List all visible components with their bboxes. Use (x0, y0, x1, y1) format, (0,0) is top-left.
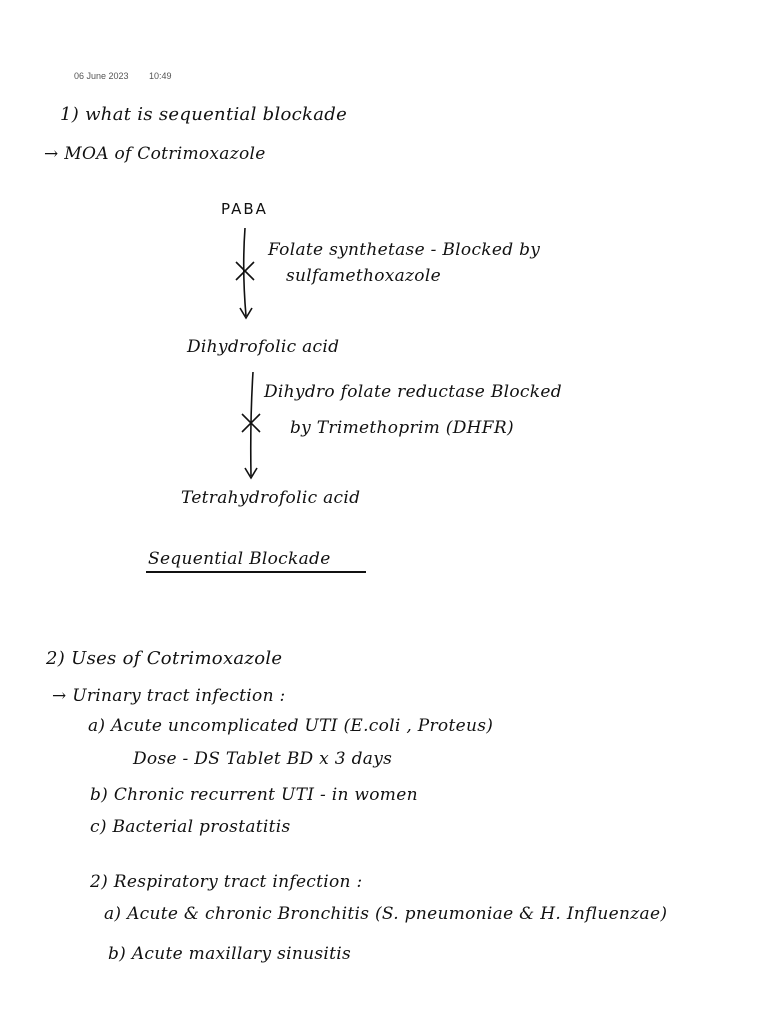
uti-dose: Dose - DS Tablet BD x 3 days (133, 749, 393, 769)
rti-item-a: a) Acute & chronic Bronchitis (S. pneumoniae & H. Influenzae) (104, 904, 668, 924)
moa-heading: → MOA of Cotrimoxazole (44, 144, 266, 164)
step1-drug: sulfamethoxazole (286, 266, 441, 286)
note-date: 06 June 2023 (74, 71, 129, 81)
uti-item-b: b) Chronic recurrent UTI - in women (90, 785, 418, 805)
uti-item-a: a) Acute uncomplicated UTI (E.coli , Proteus) (88, 716, 494, 736)
sequential-blockade-label: Sequential Blockade (148, 549, 331, 569)
question-1: 1) what is sequential blockade (60, 104, 348, 125)
step2-enzyme: Dihydro folate reductase Blocked (264, 382, 562, 402)
paba-label: PABA (221, 200, 268, 218)
uti-heading: → Urinary tract infection : (52, 686, 286, 706)
tetrahydrofolic-acid: Tetrahydrofolic acid (181, 488, 361, 508)
question-2: 2) Uses of Cotrimoxazole (46, 648, 283, 669)
block-cross-1 (236, 262, 254, 280)
dihydrofolic-acid: Dihydrofolic acid (187, 337, 340, 357)
rti-item-b: b) Acute maxillary sinusitis (108, 944, 351, 964)
note-time: 10:49 (149, 71, 172, 81)
step1-enzyme: Folate synthetase - Blocked by (268, 240, 541, 260)
step2-drug: by Trimethoprim (DHFR) (290, 418, 514, 438)
uti-item-c: c) Bacterial prostatitis (90, 817, 291, 837)
rti-heading: 2) Respiratory tract infection : (90, 872, 363, 892)
